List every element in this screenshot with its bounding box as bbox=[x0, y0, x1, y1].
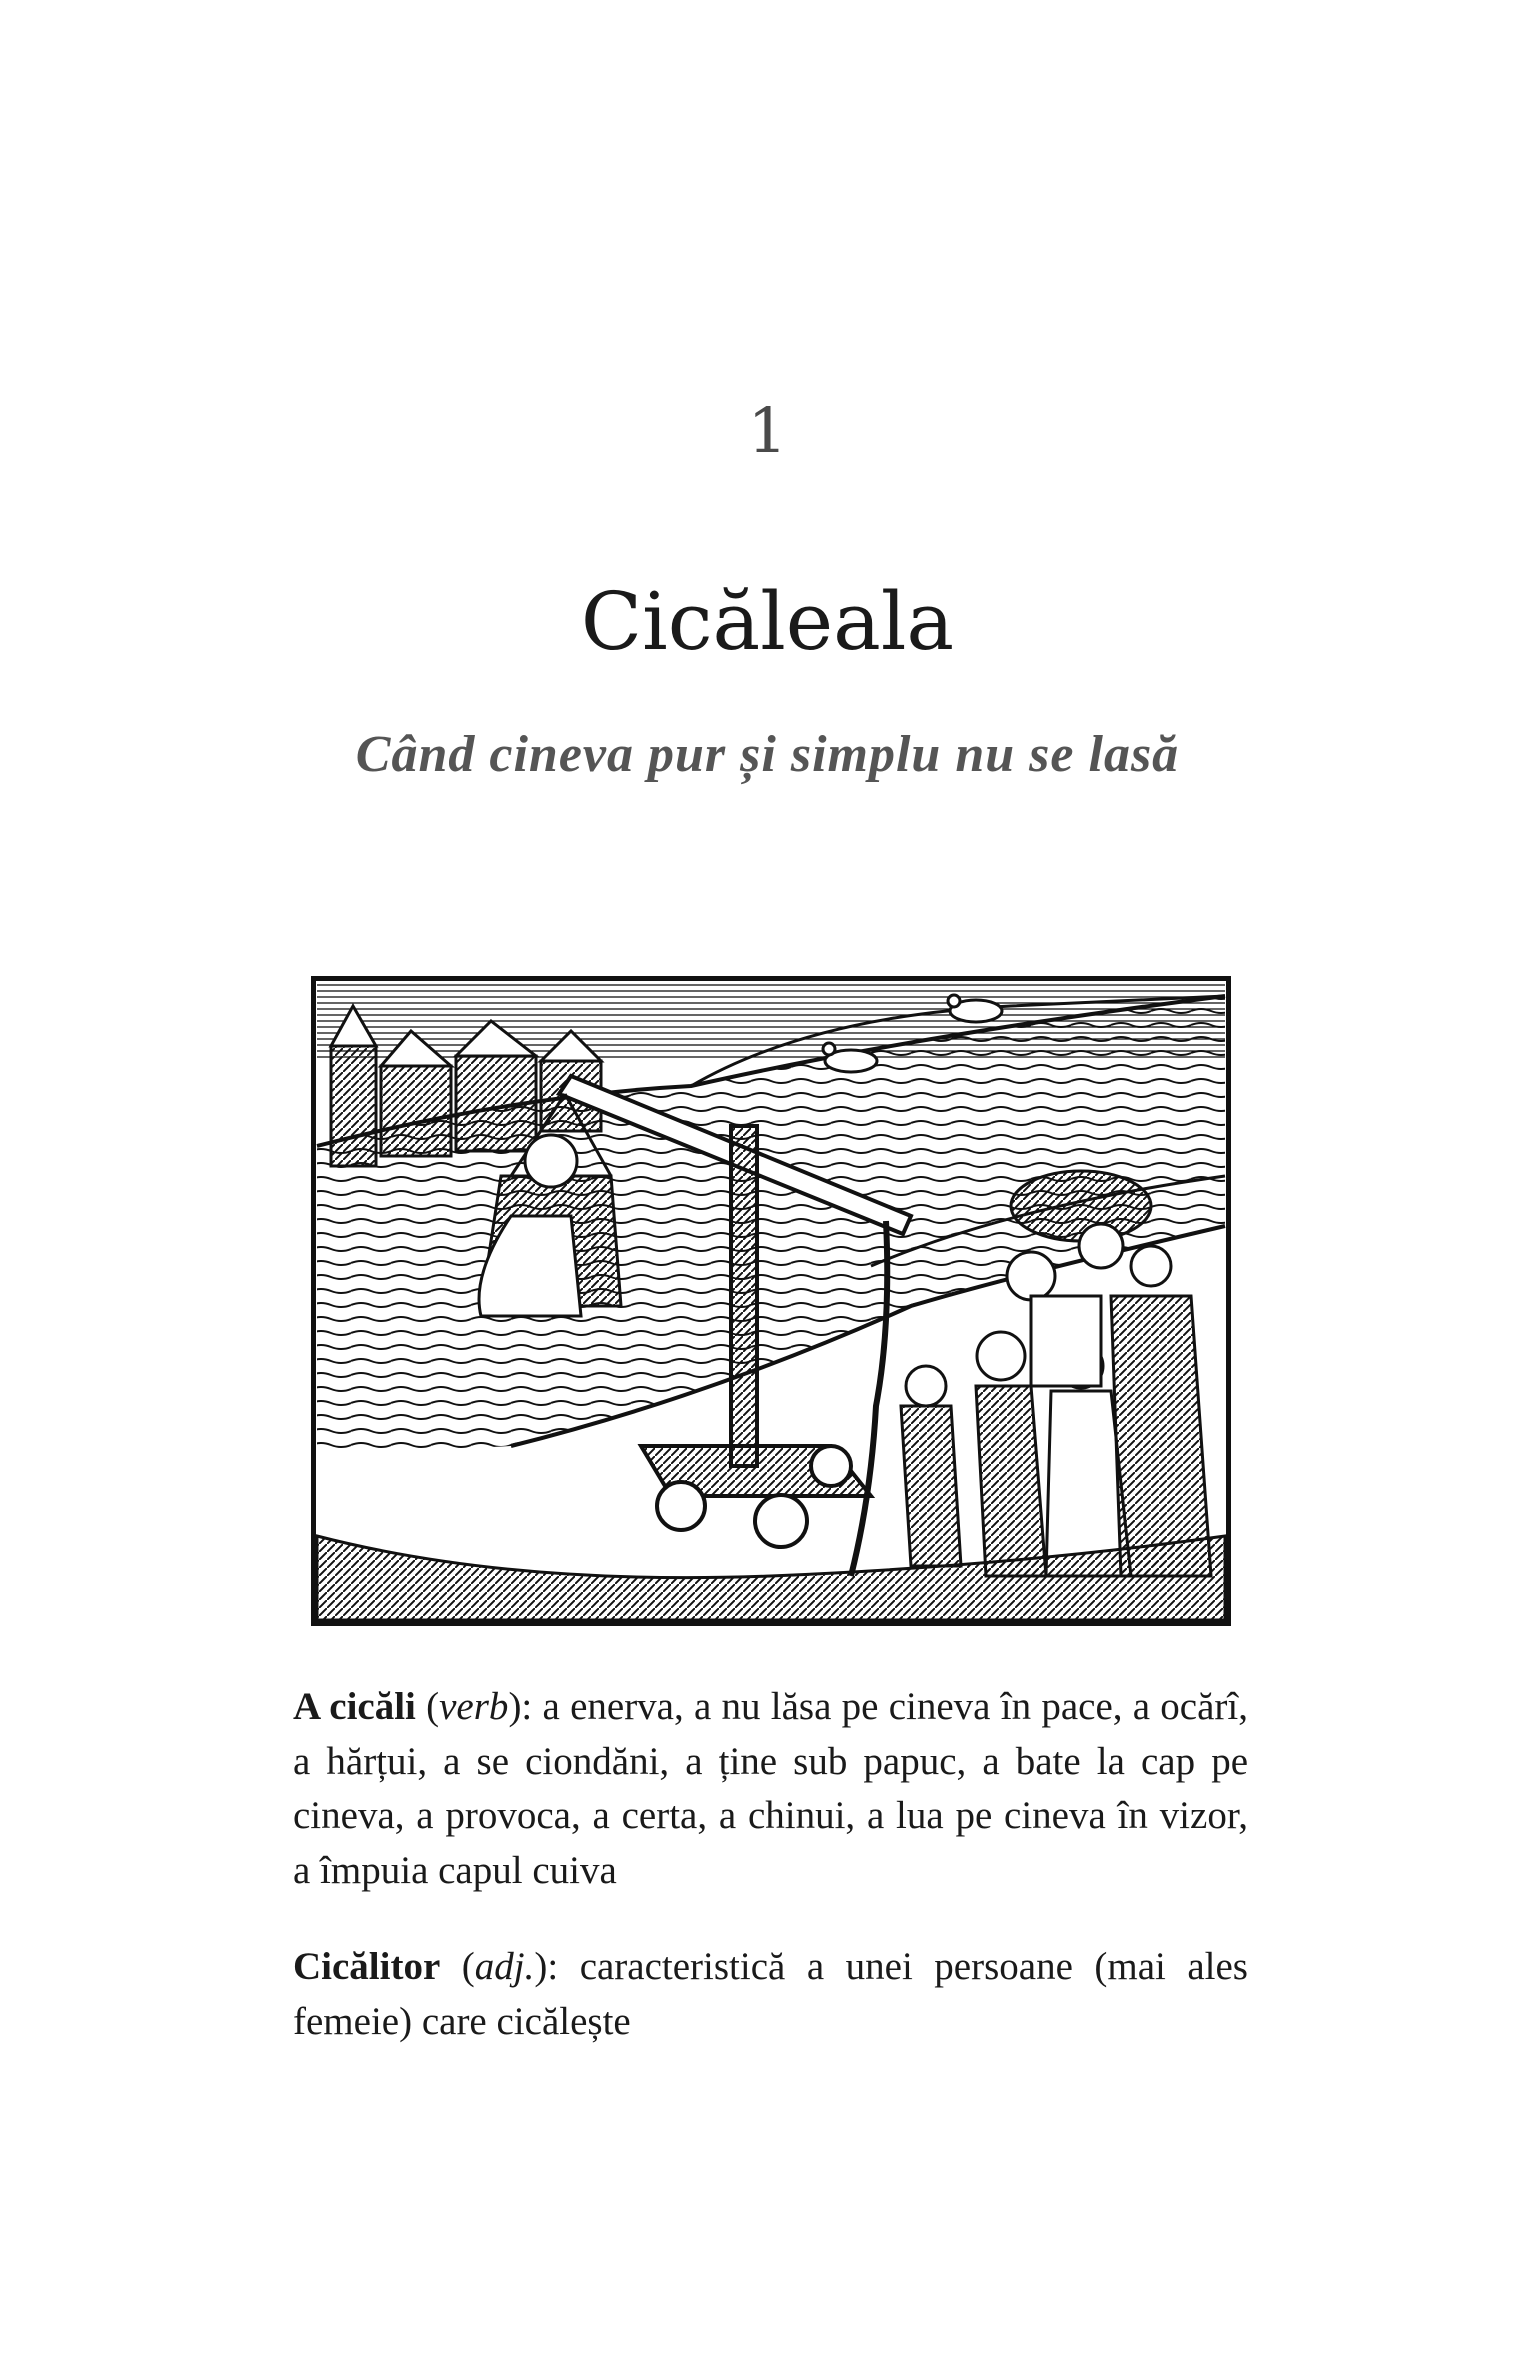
woodcut-ducking-stool-icon bbox=[311, 976, 1231, 1626]
definition-term: A cicăli bbox=[293, 1685, 416, 1728]
definition-text: caracteristică a unei persoane (mai ales femeie) care cicălește bbox=[293, 1945, 1248, 2043]
definition-term: Cicălitor bbox=[293, 1945, 441, 1988]
part-of-speech: adj. bbox=[474, 1945, 535, 1988]
paren-open: ( bbox=[415, 1685, 440, 1728]
paren-open: ( bbox=[440, 1945, 475, 1988]
definition-text: a enerva, a nu lăsa pe cineva în pace, a ocărî, a hărțui, a se ciondăni, a ține sub papuc, a bate la cap pe cineva, a provoca, a certa, a chinui, a lua pe cineva în vizor, a împuia capul cuiva bbox=[293, 1685, 1248, 1892]
paren-close: ): bbox=[534, 1945, 580, 1988]
part-of-speech: verb bbox=[439, 1685, 509, 1728]
paren-close: ): bbox=[508, 1685, 543, 1728]
definition-adjective bbox=[293, 1940, 1248, 2049]
definition-verb bbox=[293, 1680, 1248, 1898]
chapter-subtitle: Când cineva pur și simplu nu se lasă bbox=[355, 726, 1180, 783]
chapter-title: Cicăleala bbox=[580, 575, 955, 668]
chapter-number: 1 bbox=[747, 394, 788, 467]
